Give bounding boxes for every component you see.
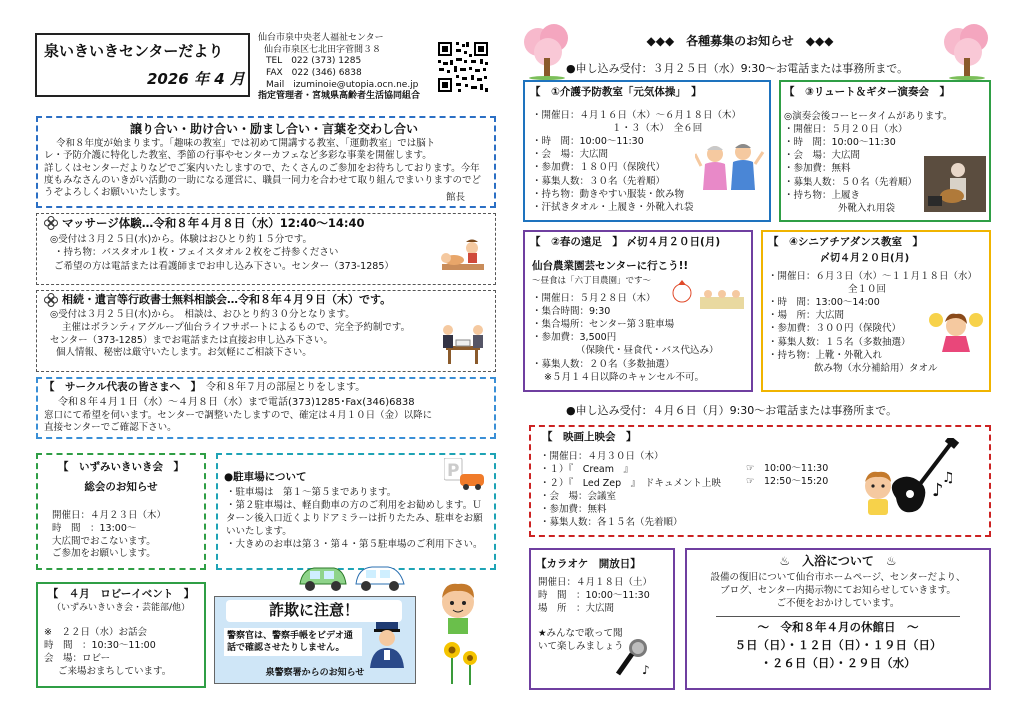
org-fax: FAX 022 (346) 6838 [266, 68, 362, 79]
ensoku-body [532, 292, 719, 384]
circle-line: 令和８年４月１日（水）～４月８日（水）まで電話(373)1285･Fax(346)6838 [58, 397, 415, 408]
parking-title: ●駐車場について [224, 471, 307, 483]
circle-body [44, 396, 432, 435]
movie-time-2: ☞ 12:50～15:20 [746, 476, 829, 487]
fraud-text: 警察官は、警察手帳をビデオ通話で確認させたりしません。 [224, 628, 362, 656]
karaoke-line: 場 所 ：大広間 [538, 603, 615, 615]
kaigo-line: ・持ち物：動きやすい服装・飲み物 [532, 188, 685, 200]
movie-line: ・参加費：無料 [540, 504, 607, 516]
apply-date-2: ●申し込み受付：４月６日（月）9:30～お電話または事務所まで。 [566, 404, 898, 417]
guitarist-photo [924, 156, 986, 212]
izumi-title: 【 いずみいきいき会 】 [58, 461, 184, 473]
greeting-line: 令和８年度が始まります。「趣味の教室」では初めて開講する教室、「運動教室」では脳ト [56, 138, 436, 149]
dance-line: ・参加費：３００円（保険代） [768, 323, 902, 335]
dance-line: ・時 間：13:00～14:00 [768, 297, 880, 309]
bath-line: 設備の復旧について仙台市ホームページ、センターだより、 [710, 572, 966, 583]
sunflower-icon [440, 640, 484, 688]
legal-line: ◎受付は３月２５日(水)から。 相談は、おひとり約３０分となります。 [50, 309, 355, 320]
qr-code-icon[interactable] [436, 40, 490, 94]
svg-text:♪: ♪ [932, 480, 944, 501]
apply-date-1: ●申し込み受付：３月２５日（水）9:30～お電話または事務所まで。 [566, 62, 909, 75]
ensoku-line: ・集合場所：センター第３駐車場 [532, 319, 675, 331]
dance-line: ・場 所：大広間 [768, 310, 845, 322]
ensoku-line: （保険代・昼食代・バス代込み） [576, 345, 719, 357]
svg-text:P: P [447, 461, 460, 481]
karaoke-line: 開催日：４月１８日（土） [538, 577, 653, 588]
bath-line: ご不便をおかけしています。 [776, 598, 900, 610]
massage-illustration-icon [440, 238, 486, 276]
org-info [258, 33, 420, 103]
org-address: 仙台市泉区七北田字菅間３８ [264, 44, 382, 55]
parking-body [226, 486, 490, 552]
guitar-line: ◎演奏会後コーヒータイムがあります。 [784, 111, 953, 122]
lobby-body [44, 626, 171, 678]
holiday-dates-2: ・２６日（日）・２９日（水） [760, 656, 916, 670]
movie-line: ・開催日：４月３０日（木） [540, 451, 664, 462]
legal-line: 個人情報、秘密は厳守いたします。お気軽にご相談下さい。 [56, 347, 312, 359]
lobby-line: 会 場：ロビー [44, 653, 111, 665]
svg-text:♪: ♪ [642, 663, 650, 677]
circle-title: 【 サークル代表の皆さまへ 】 [44, 381, 202, 393]
circle-line: 窓口にて希望を伺います。センターで調整いたしますので、確定は４月１０日（金）以降に [44, 409, 433, 421]
microphone-icon [612, 636, 652, 680]
flower-icon [44, 293, 58, 307]
parking-line: ・大きめのお車は第３・第４・第５駐車場のご利用下さい。 [226, 539, 483, 551]
guitar-line: ・持ち物：上履き [784, 189, 861, 201]
greeting-heading: 譲り合い・助け合い・励まし合い・言葉を交わし合い [130, 122, 419, 136]
dance-line: ・持ち物：上靴・外靴入れ [768, 349, 883, 361]
movie-time-1: ☞ 10:00～11:30 [746, 463, 829, 474]
org-name: 仙台市泉中央老人福祉センター [258, 33, 384, 43]
cars-illustration-icon [296, 556, 408, 596]
legal-title: 相続・遺言等行政書士無料相談会…令和８年４月９日（木）です。 [62, 293, 392, 306]
lobby-line: ご来場おまちしています。 [58, 666, 172, 678]
guitar-title: 【 ③リュート＆ギター演奏会 】 [784, 86, 950, 98]
kaigo-line: ・汗拭きタオル・上履き・外靴入れ袋 [532, 201, 694, 213]
dance-line: ・開催日：６月３日（水）～１１月１８日（水） [768, 271, 978, 282]
boy-illustration-icon [428, 578, 488, 638]
cherry-tree-right-icon [940, 22, 994, 80]
ensoku-headline: 仙台農業園芸センターに行こう!! [532, 260, 689, 272]
greeting-signature: 館長 [446, 192, 466, 203]
cheerleader-icon [928, 306, 984, 354]
legal-line: 主催はボランティアグループ仙台ライフサポートによるもので、完全予約制です。 [62, 321, 411, 333]
parking-line: ・第２駐車場は、軽自動車の方のご利用をお勧めします。Ｕターン後入口近くよりドアミラーは折りたたみ、駐車をお願いいたします。 [226, 500, 483, 538]
circle-title-note: 令和８年７月の部屋とりをします。 [206, 382, 366, 393]
izumi-line: 大広間でおこないます。 [52, 535, 156, 547]
fraud-footer: 泉警察署からのお知らせ [265, 668, 365, 678]
lobby-subtitle: （いずみいきいき会・芸能部/他） [51, 603, 191, 613]
movie-line: ・２）『 Led Zep 』 ドキュメント上映 [540, 477, 721, 489]
kaigo-line: ・時 間：10:00～11:30 [532, 136, 644, 148]
flower-icon [44, 216, 58, 230]
dance-line: ・募集人数：１５名（多数抽選） [768, 336, 911, 348]
izumi-line: 時 間 ：13:00～ [52, 522, 137, 534]
org-manager: 指定管理者・宮城県高齢者生活協同組合 [258, 91, 421, 102]
recruit-header: ◆◆◆ 各種募集のお知らせ ◆◆◆ [646, 34, 834, 48]
kaigo-title: 【 ①介護予防教室「元気体操」 】 [530, 86, 702, 98]
movie-body [540, 450, 721, 530]
kaigo-line: ・開催日：４月１６日（木）～６月１８日（木） [532, 110, 742, 121]
masthead-title: 泉いきいきセンターだより [44, 42, 224, 60]
izumi-line: 開催日：４月２３日（木） [52, 510, 167, 521]
ensoku-line: ・集合時間：9:30 [532, 306, 611, 318]
kaigo-line: ・参加費：１８０円（保険代） [532, 162, 666, 174]
fraud-title: 詐欺に注意！ [268, 601, 359, 619]
svg-text:♫: ♫ [942, 470, 955, 486]
karaoke-title: 【カラオケ 開放日】 [536, 558, 641, 570]
parking-line: ・駐車場は 第１～第５まであります。 [226, 487, 397, 498]
legal-line: センター（373-1285）までお電話または直接お申し込み下さい。 [50, 334, 333, 346]
massage-line: ご希望の方は電話または看護師までお申し込み下さい。センター（373-1285） [54, 260, 394, 272]
massage-body [50, 233, 394, 273]
izumi-subtitle: 総会のお知らせ [84, 481, 158, 493]
dance-line: 飲み物（水分補給用）タオル [814, 362, 938, 374]
dance-deadline: 〆切４月２０日(月) [820, 253, 910, 264]
kaigo-line: ・会 場：大広間 [532, 149, 609, 161]
ensoku-line: ・募集人数：２０名（多数抽選） [532, 358, 675, 370]
karaoke-body [538, 576, 652, 615]
massage-line: ・持ち物：バスタオル１枚・フェイスタオル２枚をご持参ください [54, 247, 339, 259]
ensoku-line: ※５月１４日以降のキャンセル不可。 [544, 371, 704, 383]
lobby-line: 時 間 ：10:30～11:00 [44, 640, 156, 652]
ensoku-sub: ～昼食は「六丁目農園」です～ [532, 276, 652, 286]
guitar-line: ・開催日：５月２０日（水） [784, 124, 908, 136]
ensoku-title: 【 ②春の遠足 】 〆切４月２０日(月) [530, 236, 721, 248]
ensoku-line: ・開催日：５月２８日（木） [532, 293, 656, 304]
guitar-line: 外靴入れ用袋 [838, 202, 896, 214]
baby-illustration-icon [856, 468, 900, 520]
greeting-line: 詳しくはセンターだよりなどでご案内いたしますので、たくさんのご参加をお待ちしております。今年度もみなさんのいきがい活動の一助になる運営に、職員一同力を合わせて取り組んでまいりますのでどうぞよろしくお願いいたします。 [44, 162, 482, 199]
consultation-illustration-icon [438, 318, 488, 368]
guitar-line: ・会 場：大広間 [784, 150, 861, 162]
ensoku-line: ・参加費：3,500円 [532, 332, 617, 344]
dance-line: 全１０回 [848, 284, 887, 296]
guitar-line: ・参加費：無料 [784, 163, 851, 175]
massage-title: マッサージ体験…令和８年４月８日（水）12:40～14:40 [62, 216, 365, 230]
greeting-body [44, 138, 488, 200]
greeting-line: レ・予防介護に特化した教室、季節の行事やセンターカフェなど多彩な事業を開催します。 [44, 150, 432, 162]
izumi-body [52, 510, 166, 561]
legal-body [50, 309, 410, 360]
bath-line: ブログ、センター内掲示物にてお知らせしていきます。 [720, 585, 956, 597]
movie-line: ・会 場：会議室 [540, 490, 617, 502]
karaoke-note: ★みんなで歌って聞いて楽しみましょう [538, 628, 624, 652]
kaigo-line: １・３（木） 全６回 [612, 123, 703, 135]
holiday-dates-1: ５日（日）・１２日（日）・１９日（日） [734, 638, 942, 652]
org-mail: Mail izuminoie@utopia.ocn.ne.jp [266, 79, 419, 90]
holiday-title: ～ 令和８年４月の休館日 ～ [757, 620, 919, 634]
massage-line: ◎受付は３月２５日(水)から。体験はおひとり約１５分です。 [50, 234, 312, 245]
masthead-issue: 2026 年 4 月 [147, 70, 245, 88]
izumi-line: ご参加をお願いします。 [52, 548, 156, 560]
kaigo-line: ・募集人数：３０名（先着順） [532, 175, 666, 187]
bath-title: ♨ 入浴について ♨ [779, 554, 897, 568]
guitar-line: ・募集人数：５０名（先着順） [784, 176, 918, 188]
guitar-line: ・時 間：10:00～11:30 [784, 137, 896, 149]
movie-title: 【 映画上映会 】 [542, 431, 637, 443]
dance-title: 【 ④シニアチアダンス教室 】 [768, 236, 923, 248]
movie-line: ・募集人数：各１５名（先着順） [540, 517, 683, 529]
divider [716, 616, 960, 617]
movie-line: ・１）『 Cream 』 [540, 464, 634, 476]
police-officer-icon [364, 620, 410, 668]
org-tel: TEL 022 (373) 1285 [266, 56, 362, 67]
bath-body [685, 571, 991, 610]
lobby-title: 【 ４月 ロビーイベント 】 [47, 588, 195, 600]
karaoke-line: 時 間 ：10:00～11:30 [538, 590, 650, 602]
exercise-illustration-icon [695, 140, 765, 200]
lobby-line: ※ ２２日（水）お話会 [44, 627, 147, 638]
circle-line: 直接センターでご確認下さい。 [44, 422, 177, 434]
